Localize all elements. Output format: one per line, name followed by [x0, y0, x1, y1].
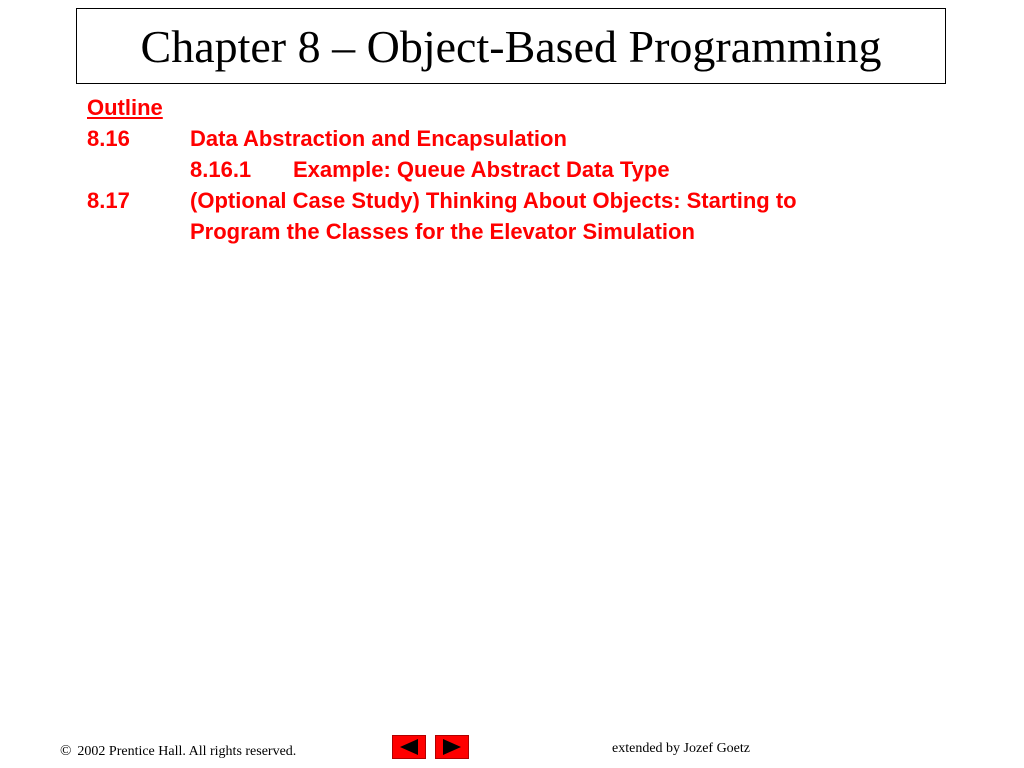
outline-subitem-text: Example: Queue Abstract Data Type — [293, 157, 670, 182]
outline-heading: Outline — [87, 95, 163, 120]
title-box — [76, 8, 946, 84]
outline-item-text-line2: Program the Classes for the Elevator Simulation — [190, 219, 695, 244]
next-slide-button[interactable] — [435, 735, 469, 759]
outline-item-number: 8.16 — [87, 126, 130, 151]
previous-slide-button[interactable] — [392, 735, 426, 759]
outline-item — [87, 185, 937, 216]
outline-item-text: Data Abstraction and Encapsulation — [190, 126, 567, 151]
triangle-left-icon — [398, 738, 420, 756]
footer-copyright — [60, 743, 296, 760]
copyright-symbol: © — [60, 743, 72, 759]
outline-subitem — [87, 154, 937, 185]
outline-indent — [87, 216, 190, 247]
outline-subitem-number: 8.16.1 — [190, 157, 252, 182]
outline — [87, 92, 937, 247]
outline-item — [87, 123, 937, 154]
outline-item-continuation — [87, 216, 937, 247]
slide-title: Chapter 8 – Object-Based Programming — [140, 21, 882, 72]
triangle-right-icon — [441, 738, 463, 756]
outline-indent — [87, 154, 190, 185]
footer-extended-by: extended by Jozef Goetz — [612, 741, 750, 756]
outline-item-number: 8.17 — [87, 188, 130, 213]
copyright-text: 2002 Prentice Hall. All rights reserved. — [77, 744, 297, 759]
outline-item-text-line1: (Optional Case Study) Thinking About Objects: Starting to — [190, 188, 797, 213]
